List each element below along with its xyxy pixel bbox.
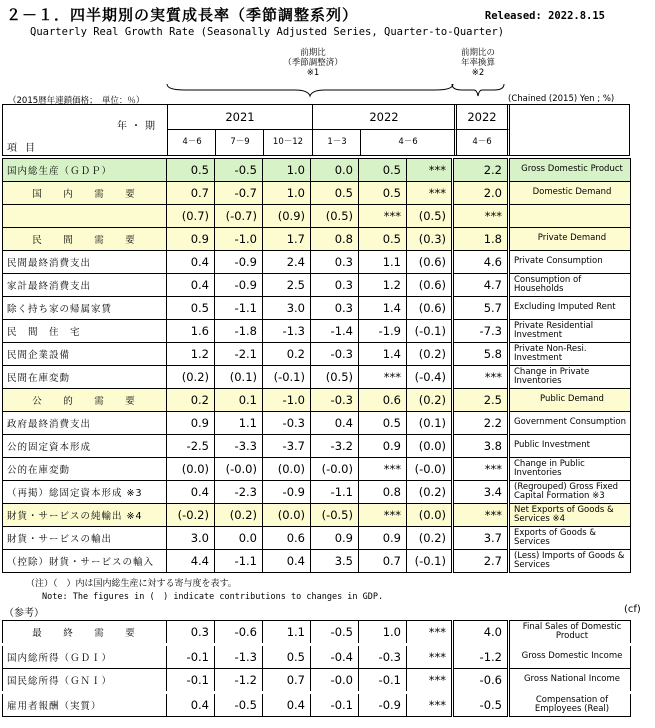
cell-value: 0.7 (263, 669, 311, 693)
cell-value: -0.1 (167, 669, 215, 693)
cell-value: (0.3) (407, 228, 453, 251)
cell-value: *** (359, 458, 407, 481)
cell-value: 0.5 (167, 297, 215, 320)
cell-value: (0.6) (407, 297, 453, 320)
cell-value: (-0.1) (407, 320, 453, 343)
row-label-jp: 家計最終消費支出 (3, 274, 167, 297)
cell-value: -1.1 (215, 550, 263, 573)
cell-value: *** (407, 159, 453, 182)
row-label-en: Change in Public Inventories (509, 458, 631, 481)
row-label-en: (Less) Imports of Goods & Services (509, 550, 631, 573)
cell-value: *** (453, 458, 509, 481)
year-2022-annual: 2022 (454, 105, 510, 130)
row-label-en (509, 205, 631, 228)
cell-value: *** (407, 182, 453, 205)
cell-value: (0.5) (407, 205, 453, 228)
table-row (3, 693, 631, 717)
table-row (3, 274, 631, 297)
cell-value: (-0.0) (407, 458, 453, 481)
q-2022-2: 4－6 (360, 130, 455, 155)
cell-value: 0.2 (263, 343, 311, 366)
cell-value: 3.0 (167, 527, 215, 550)
cell-value: 0.7 (359, 550, 407, 573)
cell-value: -0.9 (263, 481, 311, 504)
cell-value: 0.3 (311, 274, 359, 297)
cell-value: 2.7 (453, 550, 509, 573)
row-label-en: Exports of Goods & Services (509, 527, 631, 550)
table-header (2, 104, 630, 156)
row-label-jp: 国内総所得（ＧＤＩ） (3, 645, 167, 669)
row-label-jp: 公的固定資本形成 (3, 435, 167, 458)
cell-value: (0.6) (407, 251, 453, 274)
cell-value: (0.9) (263, 205, 311, 228)
cell-value: (0.2) (407, 389, 453, 412)
cell-value: *** (359, 366, 407, 389)
q-2021-2: 7－9 (215, 130, 264, 155)
table-row (3, 205, 631, 228)
cell-value: (0.2) (167, 366, 215, 389)
row-label-jp: 公的在庫変動 (3, 458, 167, 481)
cell-value: -1.4 (311, 320, 359, 343)
quarter-brace-icon (165, 82, 455, 98)
row-label-en: Net Exports of Goods & Services ※4 (509, 504, 631, 527)
cell-value: 1.6 (167, 320, 215, 343)
cell-value: (0.2) (407, 481, 453, 504)
row-label-jp: 公 的 需 要 (3, 389, 167, 412)
release-date: Released: 2022.8.15 (484, 10, 605, 22)
header-item-cell: 年・期 項目 (7, 121, 159, 154)
row-label-en: Final Sales of Domestic Product (509, 621, 631, 645)
growth-table (2, 158, 631, 573)
cell-value: -0.7 (215, 182, 263, 205)
cell-value: -0.3 (359, 645, 407, 669)
cell-value: -0.1 (311, 693, 359, 717)
cell-value: -3.3 (215, 435, 263, 458)
table-row (3, 550, 631, 573)
cell-value: 0.5 (359, 412, 407, 435)
cell-value: 1.0 (263, 182, 311, 205)
row-label-jp: 最 終 需 要 (3, 621, 167, 645)
table-row (3, 343, 631, 366)
cell-value: 0.5 (359, 159, 407, 182)
cell-value: 2.0 (453, 182, 509, 205)
cell-value: 1.4 (359, 297, 407, 320)
cell-value: 1.1 (215, 412, 263, 435)
row-label-en: Private Non-Resi. Investment (509, 343, 631, 366)
row-label-jp: （再掲）総固定資本形成 ※3 (3, 481, 167, 504)
cell-value: *** (407, 645, 453, 669)
cell-value: 3.0 (263, 297, 311, 320)
cell-value: -1.1 (215, 297, 263, 320)
cell-value: -0.5 (215, 159, 263, 182)
cell-value: -1.3 (263, 320, 311, 343)
cell-value: 0.0 (215, 527, 263, 550)
cell-value: -2.1 (215, 343, 263, 366)
cell-value: -2.5 (167, 435, 215, 458)
cell-value: -0.9 (215, 251, 263, 274)
cell-value: (-0.7) (215, 205, 263, 228)
cell-value: 1.8 (453, 228, 509, 251)
row-label-jp: 民 間 住 宅 (3, 320, 167, 343)
cell-value: 0.5 (263, 645, 311, 669)
cell-value: 5.8 (453, 343, 509, 366)
cell-value: -1.1 (311, 481, 359, 504)
cell-value: 0.9 (359, 527, 407, 550)
cell-value: -0.3 (311, 343, 359, 366)
table-row (3, 412, 631, 435)
cell-value: (-0.0) (215, 458, 263, 481)
table-row (3, 182, 631, 205)
cell-value: 0.4 (167, 481, 215, 504)
cell-value: 0.9 (311, 527, 359, 550)
cell-value: -0.6 (215, 621, 263, 645)
row-label-jp: 財貨・サービスの純輸出 ※4 (3, 504, 167, 527)
cell-value: -3.7 (263, 435, 311, 458)
note-jp: （注）（ ）内は国内総生産に対する寄与度を表す。 (26, 579, 237, 589)
note-en: Note: The figures in ( ) indicate contributions to changes in GDP. (42, 592, 384, 602)
cell-value: (-0.1) (263, 366, 311, 389)
cell-value: -0.9 (359, 693, 407, 717)
cell-value: -0.5 (215, 693, 263, 717)
cell-value: *** (407, 621, 453, 645)
cell-value: 0.3 (167, 621, 215, 645)
cell-value: -0.3 (263, 412, 311, 435)
cell-value: 2.2 (453, 159, 509, 182)
cell-value: (0.0) (407, 435, 453, 458)
q-2021-1: 4－6 (167, 130, 216, 155)
row-label-jp: 国 内 需 要 (3, 182, 167, 205)
cell-value: 0.5 (359, 228, 407, 251)
cell-value: (0.5) (311, 205, 359, 228)
cell-value: 0.2 (167, 389, 215, 412)
row-label-en: Private Demand (509, 228, 631, 251)
cell-value: *** (407, 669, 453, 693)
cell-value: 2.5 (453, 389, 509, 412)
row-label-jp: 民間企業設備 (3, 343, 167, 366)
row-label-jp: 除く持ち家の帰属家賃 (3, 297, 167, 320)
row-label-en: Gross National Income (509, 669, 631, 693)
cell-value: 0.9 (167, 412, 215, 435)
cell-value: -0.6 (453, 669, 509, 693)
cell-value: 3.8 (453, 435, 509, 458)
table-row (3, 527, 631, 550)
cell-value: 0.3 (311, 297, 359, 320)
cell-value: 0.4 (167, 693, 215, 717)
cell-value: -0.4 (311, 645, 359, 669)
reference-label: （参考） (4, 608, 44, 619)
cell-value: -1.8 (215, 320, 263, 343)
cell-value: (0.0) (263, 504, 311, 527)
cell-value: (0.2) (215, 504, 263, 527)
table-row (3, 435, 631, 458)
table-row (3, 669, 631, 693)
col-note-1: 前期比 （季節調整済） ※1 (283, 48, 343, 78)
row-label-jp: 財貨・サービスの輸出 (3, 527, 167, 550)
cell-value: 1.2 (359, 274, 407, 297)
table-row (3, 481, 631, 504)
row-label-en: Private Residential Investment (509, 320, 631, 343)
row-label-jp: 国民総所得（ＧＮＩ） (3, 669, 167, 693)
cell-value: *** (453, 504, 509, 527)
row-label-en: Domestic Demand (509, 182, 631, 205)
row-label-en: Compensation of Employees (Real) (509, 693, 631, 717)
cell-value: 3.7 (453, 527, 509, 550)
cell-value: 2.4 (263, 251, 311, 274)
row-label-jp: （控除）財貨・サービスの輸入 (3, 550, 167, 573)
table-row (3, 228, 631, 251)
table-row (3, 389, 631, 412)
cell-value: -1.2 (453, 645, 509, 669)
cell-value: 0.3 (311, 251, 359, 274)
cell-value: -0.9 (215, 274, 263, 297)
cell-value: -0.1 (359, 669, 407, 693)
cell-value: (-0.0) (311, 458, 359, 481)
row-label-en: Private Consumption (509, 251, 631, 274)
cell-value: (0.5) (311, 366, 359, 389)
year-2021: 2021 (167, 105, 312, 130)
cell-value: 4.0 (453, 621, 509, 645)
cell-value: (0.2) (407, 343, 453, 366)
cell-value: 0.6 (263, 527, 311, 550)
cell-value: 1.0 (359, 621, 407, 645)
cell-value: 0.5 (311, 182, 359, 205)
row-label-en: Gross Domestic Product (509, 159, 631, 182)
cell-value: (0.0) (167, 458, 215, 481)
row-label-jp: 民間最終消費支出 (3, 251, 167, 274)
cell-value: (-0.1) (407, 550, 453, 573)
cell-value: *** (453, 366, 509, 389)
table-row (3, 458, 631, 481)
table-row (3, 621, 631, 645)
cell-value: -0.0 (311, 669, 359, 693)
cell-value: (0.1) (407, 412, 453, 435)
cell-value: 4.6 (453, 251, 509, 274)
row-label-en: Public Investment (509, 435, 631, 458)
cell-value: 0.0 (311, 159, 359, 182)
cell-value: 0.7 (167, 182, 215, 205)
table-row (3, 251, 631, 274)
cell-value: 1.4 (359, 343, 407, 366)
cell-value: -1.2 (215, 669, 263, 693)
cell-value: (-0.4) (407, 366, 453, 389)
cell-value: (0.0) (263, 458, 311, 481)
cell-value: 1.1 (263, 621, 311, 645)
cell-value: (-0.5) (311, 504, 359, 527)
cell-value: *** (359, 504, 407, 527)
cell-value: 0.5 (359, 182, 407, 205)
cell-value: 5.7 (453, 297, 509, 320)
table-row (3, 159, 631, 182)
cell-value: *** (453, 205, 509, 228)
units-en: (Chained (2015) Yen ; %) (508, 94, 615, 104)
cell-value: (0.1) (215, 366, 263, 389)
cell-value: 1.1 (359, 251, 407, 274)
cell-value: -0.3 (311, 389, 359, 412)
cell-value: -1.0 (263, 389, 311, 412)
cell-value: 4.4 (167, 550, 215, 573)
row-label-en: Consumption of Households (509, 274, 631, 297)
cell-value: 1.2 (167, 343, 215, 366)
cell-value: (0.7) (167, 205, 215, 228)
table-row (3, 320, 631, 343)
cell-value: -2.3 (215, 481, 263, 504)
table-row (3, 366, 631, 389)
cell-value: -1.0 (215, 228, 263, 251)
cell-value: 0.6 (359, 389, 407, 412)
units-jp: （2015暦年連鎖価格； 単位：％） (8, 96, 145, 106)
cell-value: (-0.2) (167, 504, 215, 527)
cell-value: 1.0 (263, 159, 311, 182)
cell-value: 0.8 (359, 481, 407, 504)
row-label-en: Excluding Imputed Rent (509, 297, 631, 320)
cell-value: 0.1 (215, 389, 263, 412)
table-row (3, 297, 631, 320)
cell-value: -1.3 (215, 645, 263, 669)
q-annual: 4－6 (454, 130, 510, 155)
cell-value: (0.6) (407, 274, 453, 297)
row-label-en: Government Consumption (509, 412, 631, 435)
cell-value: -0.1 (167, 645, 215, 669)
col-note-2: 前期比の 年率換算 ※2 (460, 48, 495, 78)
row-label-en: (Regrouped) Gross Fixed Capital Formation ※3 (509, 481, 631, 504)
row-label-jp: 民間在庫変動 (3, 366, 167, 389)
cell-value: 4.7 (453, 274, 509, 297)
page-title: ２－１．四半期別の実質成長率（季節調整系列） (6, 6, 359, 24)
cell-value: *** (407, 693, 453, 717)
annual-brace-icon (450, 82, 506, 98)
cell-value: 2.2 (453, 412, 509, 435)
table-row (3, 645, 631, 669)
cell-value: 0.9 (167, 228, 215, 251)
cell-value: 1.7 (263, 228, 311, 251)
q-2021-3: 10－12 (263, 130, 312, 155)
cell-value: -3.2 (311, 435, 359, 458)
cell-value: 3.5 (311, 550, 359, 573)
cell-value: -0.5 (311, 621, 359, 645)
cell-value: 3.4 (453, 481, 509, 504)
cell-value: -0.5 (453, 693, 509, 717)
cell-value: 0.4 (263, 693, 311, 717)
cell-value: *** (359, 205, 407, 228)
cell-value: 0.4 (167, 274, 215, 297)
row-label-jp: 政府最終消費支出 (3, 412, 167, 435)
table-row (3, 504, 631, 527)
year-2022: 2022 (312, 105, 455, 130)
q-2022-1: 1－3 (312, 130, 361, 155)
cell-value: 0.8 (311, 228, 359, 251)
cell-value: 0.4 (263, 550, 311, 573)
cell-value: -1.9 (359, 320, 407, 343)
row-label-jp: 雇用者報酬（実質） (3, 693, 167, 717)
row-label-en: Change in Private Inventories (509, 366, 631, 389)
cell-value: 0.9 (359, 435, 407, 458)
cell-value: 0.4 (167, 251, 215, 274)
row-label-jp: 民 間 需 要 (3, 228, 167, 251)
reference-table (2, 620, 631, 717)
cell-value: 2.5 (263, 274, 311, 297)
row-label-en: Public Demand (509, 389, 631, 412)
row-label-jp (3, 205, 167, 228)
reference-cf: (cf) (624, 604, 641, 615)
cell-value: -7.3 (453, 320, 509, 343)
cell-value: 0.5 (167, 159, 215, 182)
cell-value: (0.2) (407, 527, 453, 550)
subtitle: Quarterly Real Growth Rate (Seasonally Adjusted Series, Quarter-to-Quarter) (30, 26, 505, 38)
cell-value: 0.4 (311, 412, 359, 435)
cell-value: (0.0) (407, 504, 453, 527)
row-label-jp: 国内総生産（ＧＤＰ） (3, 159, 167, 182)
row-label-en: Gross Domestic Income (509, 645, 631, 669)
